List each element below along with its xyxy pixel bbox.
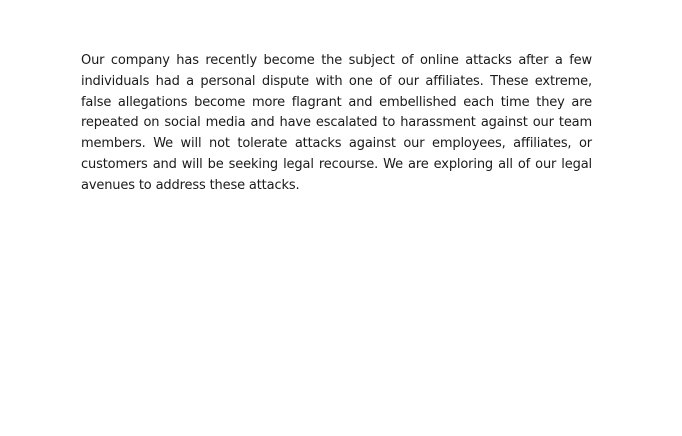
- body-paragraph: Our company has recently become the subject of online attacks after a few individuals had a personal dispute with one of our affiliates. These extreme, false allegations become more flagrant and embellished each time they are repeated on social media and have escalated to harassment against our team members. We will not tolerate attacks against our employees, affiliates, or customers and will be seeking legal recourse. We are exploring all of our legal avenues to address these attacks.: [81, 53, 592, 193]
